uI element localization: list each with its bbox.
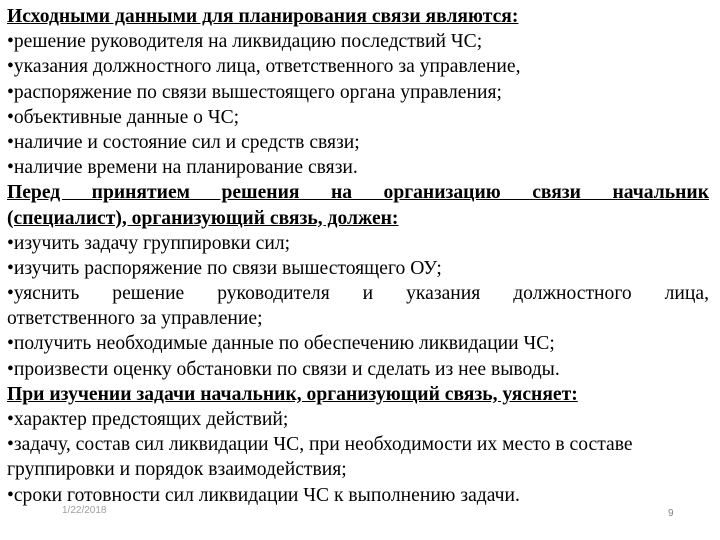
section2-heading-line2: (специалист), организующий связь, должен: xyxy=(7,207,399,229)
list-item: •сроки готовности сил ликвидации ЧС к выполнению задачи. xyxy=(7,484,520,506)
slide-content xyxy=(7,4,709,508)
list-item-continuation: ответственного за управление; xyxy=(7,308,263,330)
section3-heading: При изучении задачи начальник, организующий связь, уясняет: xyxy=(7,383,578,405)
list-item: •объективные данные о ЧС; xyxy=(7,106,240,128)
list-item: •задачу, состав сил ликвидации ЧС, при необходимости их место в составе xyxy=(7,434,633,456)
footer-date: 1/22/2018 xyxy=(62,505,107,516)
section2-heading-line1: Перед принятием решения на организацию связи начальник xyxy=(7,182,709,204)
section1-heading: Исходными данными для планирования связи являются: xyxy=(7,6,519,27)
list-item: •получить необходимые данные по обеспечению ликвидации ЧС; xyxy=(7,333,555,355)
page-number: 9 xyxy=(668,508,674,519)
list-item: •уяснить решение руководителя и указания должностного лица, xyxy=(7,283,709,305)
list-item: •указания должностного лица, ответственного за управление, xyxy=(7,56,521,78)
list-item: •распоряжение по связи вышестоящего органа управления; xyxy=(7,81,502,103)
list-item: •характер предстоящих действий; xyxy=(7,409,289,430)
list-item: •наличие времени на планирование связи. xyxy=(7,157,358,179)
list-item: •изучить распоряжение по связи вышестоящего ОУ; xyxy=(7,257,442,279)
list-item: •произвести оценку обстановки по связи и сделать из нее выводы. xyxy=(7,358,560,380)
list-item: •изучить задачу группировки сил; xyxy=(7,232,291,254)
list-item: •решение руководителя на ликвидацию последствий ЧС; xyxy=(7,31,483,53)
list-item: •наличие и состояние сил и средств связи; xyxy=(7,131,360,153)
list-item-continuation: группировки и порядок взаимодействия; xyxy=(7,459,347,481)
